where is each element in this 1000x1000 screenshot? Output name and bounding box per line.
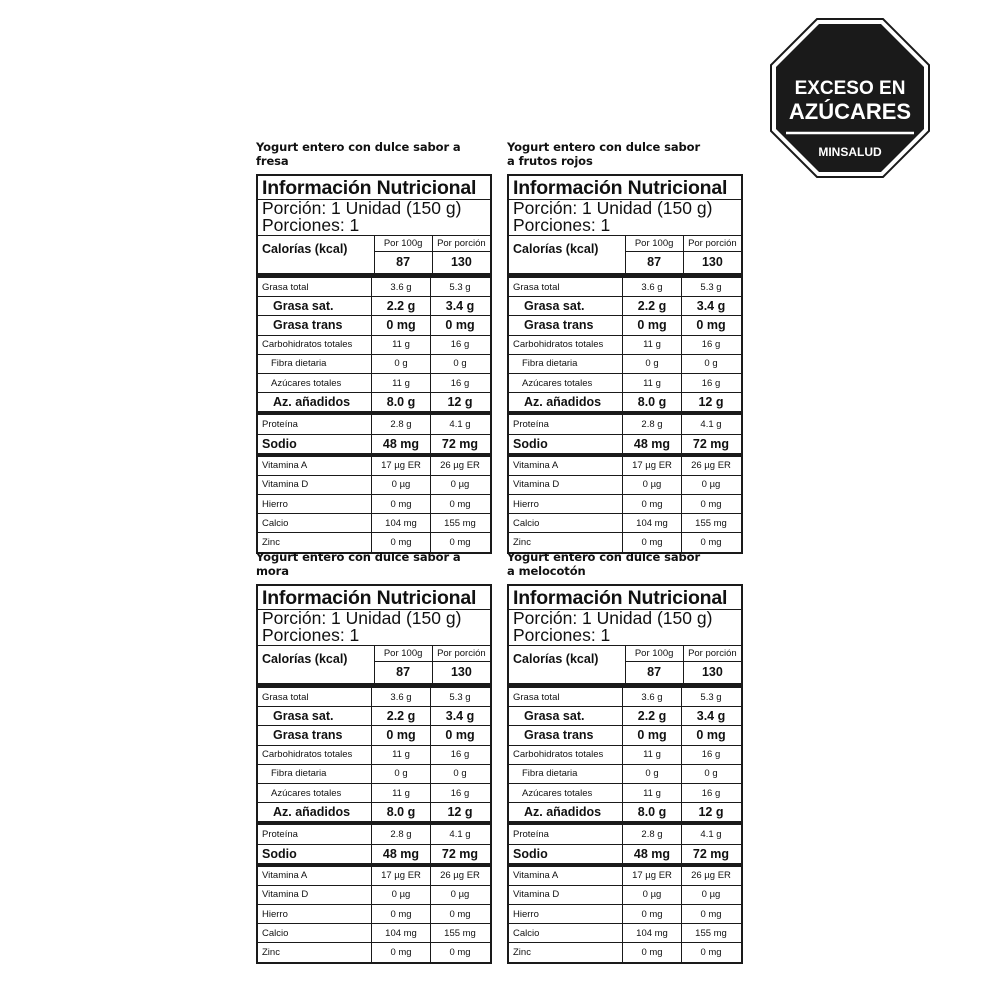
value-per-portion: 12 g [681, 393, 740, 411]
nutrient-row [258, 514, 490, 533]
nutrient-row [509, 867, 741, 886]
value-per-100g: 2.8 g [622, 825, 681, 843]
nutrient-row [509, 905, 741, 924]
value-per-portion: 72 mg [430, 435, 489, 453]
value-per-100g: 8.0 g [622, 803, 681, 821]
per-100g-column [374, 236, 432, 273]
value-per-portion: 16 g [430, 374, 489, 392]
nutrient-name: Proteína [513, 828, 549, 840]
nutrient-name: Zinc [262, 947, 280, 959]
serving-size: Porción: 1 Unidad (150 g) [258, 199, 490, 217]
product-title [507, 140, 743, 170]
nutrient-row [258, 533, 490, 551]
nutrient-row [509, 803, 741, 825]
value-per-100g: 11 g [371, 746, 430, 764]
nutrient-name: Zinc [262, 537, 280, 549]
nutrient-row [258, 867, 490, 886]
nutrient-name: Hierro [262, 498, 288, 510]
value-per-portion: 12 g [430, 393, 489, 411]
value-per-portion: 155 mg [430, 924, 489, 942]
nutrient-name: Grasa sat. [273, 299, 334, 314]
nutrient-name: Grasa total [513, 691, 560, 703]
value-per-portion: 72 mg [430, 845, 489, 863]
value-per-100g: 0 mg [622, 533, 681, 551]
per-100g-header: Por 100g [375, 236, 432, 252]
nutrient-name: Vitamina D [262, 889, 309, 901]
per-portion-header: Por porción [433, 236, 490, 252]
servings-per-container: Porciones: 1 [513, 625, 611, 645]
nutrient-row [509, 297, 741, 316]
value-per-portion: 16 g [681, 336, 740, 354]
nutrient-name: Hierro [513, 908, 539, 920]
nutrient-name: Vitamina A [262, 460, 308, 472]
calories-label: Calorías (kcal) [262, 242, 348, 256]
value-per-100g: 17 µg ER [622, 457, 681, 475]
nutrient-name: Azúcares totales [271, 787, 342, 799]
per-100g-column [625, 236, 683, 273]
per-100g-header: Por 100g [375, 646, 432, 662]
nutrient-row [258, 297, 490, 316]
value-per-portion: 0 µg [681, 886, 740, 904]
nutrient-name: Sodio [513, 846, 548, 861]
nutrient-name: Zinc [513, 947, 531, 959]
value-per-100g: 3.6 g [371, 278, 430, 296]
nutrient-row [258, 476, 490, 495]
value-per-portion: 0 mg [681, 316, 740, 334]
value-per-portion: 4.1 g [681, 415, 740, 433]
value-per-100g: 0 g [622, 765, 681, 783]
nutrient-row [258, 803, 490, 825]
nutrient-name: Fibra dietaria [522, 768, 578, 780]
nutrient-row [258, 905, 490, 924]
per-portion-header: Por porción [433, 646, 490, 662]
value-per-portion: 4.1 g [681, 825, 740, 843]
value-per-100g: 2.2 g [622, 297, 681, 315]
nutrient-name: Vitamina D [262, 479, 309, 491]
nutrient-row [509, 746, 741, 765]
nutrient-name: Grasa trans [524, 318, 594, 333]
value-per-portion: 12 g [681, 803, 740, 821]
value-per-portion: 16 g [430, 784, 489, 802]
nutrient-name: Calcio [262, 927, 289, 939]
product-title [256, 140, 492, 170]
value-per-portion: 16 g [430, 336, 489, 354]
nutrient-row [509, 457, 741, 476]
nutrient-row [509, 278, 741, 297]
nutrient-row [258, 457, 490, 476]
nutrient-row [258, 393, 490, 415]
value-per-100g: 0 mg [622, 726, 681, 744]
panel-header [258, 176, 490, 236]
nutrient-row [509, 495, 741, 514]
nutrient-name: Calcio [513, 517, 540, 529]
value-per-100g: 11 g [622, 336, 681, 354]
per-100g-header: Por 100g [626, 646, 683, 662]
value-per-portion: 26 µg ER [430, 457, 489, 475]
value-per-portion: 0 g [430, 355, 489, 373]
nutrient-name: Calcio [262, 517, 289, 529]
value-per-portion: 16 g [681, 784, 740, 802]
calories-per-portion: 130 [701, 665, 723, 679]
nutrient-name: Grasa trans [273, 728, 343, 743]
seal-authority: MINSALUD [818, 145, 882, 159]
value-per-portion: 3.4 g [430, 297, 489, 315]
value-per-100g: 2.8 g [622, 415, 681, 433]
nutrient-row [509, 765, 741, 784]
value-per-100g: 8.0 g [622, 393, 681, 411]
value-per-portion: 0 g [430, 765, 489, 783]
nutrient-row [509, 845, 741, 867]
nutrient-rows [509, 688, 741, 962]
nutrient-row [258, 845, 490, 867]
value-per-100g: 104 mg [371, 924, 430, 942]
value-per-100g: 104 mg [622, 924, 681, 942]
value-per-100g: 3.6 g [371, 688, 430, 706]
per-portion-column [432, 236, 490, 273]
product-title [507, 550, 743, 580]
nutrient-rows [258, 278, 490, 552]
value-per-100g: 3.6 g [622, 278, 681, 296]
value-per-portion: 4.1 g [430, 825, 489, 843]
value-per-100g: 2.8 g [371, 825, 430, 843]
value-per-portion: 3.4 g [681, 297, 740, 315]
product-block-1 [256, 140, 492, 549]
product-block-2 [507, 140, 743, 549]
nutrient-rows [509, 278, 741, 552]
calories-label: Calorías (kcal) [262, 652, 348, 666]
value-per-100g: 0 mg [371, 533, 430, 551]
product-title-line-2: a frutos rojos [507, 154, 593, 168]
nutrient-row [509, 943, 741, 961]
nutrient-name: Az. añadidos [273, 395, 351, 410]
value-per-portion: 0 mg [681, 495, 740, 513]
product-title-line-2: a melocotón [507, 564, 586, 578]
value-per-portion: 155 mg [681, 924, 740, 942]
nutrient-name: Az. añadidos [524, 395, 602, 410]
nutrient-name: Proteína [513, 418, 549, 430]
nutrient-row [509, 435, 741, 457]
nutrient-name: Sodio [513, 436, 548, 451]
calories-per-100g: 87 [396, 665, 411, 679]
product-title-line-1: Yogurt entero con dulce sabor [507, 140, 701, 154]
nutrient-name: Vitamina A [262, 870, 308, 882]
calories-row [258, 236, 490, 278]
nutrient-row [509, 726, 741, 745]
value-per-100g: 48 mg [622, 845, 681, 863]
product-title-line-1: Yogurt entero con dulce sabor a fresa [256, 140, 461, 168]
nutrient-row [258, 784, 490, 803]
value-per-100g: 11 g [622, 374, 681, 392]
nutrient-row [258, 707, 490, 726]
nutrient-name: Vitamina D [513, 479, 560, 491]
value-per-100g: 0 µg [622, 476, 681, 494]
value-per-100g: 48 mg [371, 845, 430, 863]
value-per-portion: 3.4 g [681, 707, 740, 725]
calories-label: Calorías (kcal) [513, 652, 599, 666]
nutrient-name: Vitamina A [513, 870, 559, 882]
value-per-portion: 0 mg [681, 905, 740, 923]
calories-per-portion: 130 [450, 665, 472, 679]
value-per-100g: 0 mg [371, 905, 430, 923]
value-per-portion: 5.3 g [430, 278, 489, 296]
value-per-portion: 0 µg [430, 476, 489, 494]
per-portion-header: Por porción [684, 646, 741, 662]
value-per-portion: 0 g [681, 355, 740, 373]
nutrient-name: Proteína [262, 828, 298, 840]
value-per-100g: 48 mg [371, 435, 430, 453]
calories-row [258, 646, 490, 688]
nutrient-name: Carbohidratos totales [513, 339, 604, 351]
nutrient-row [509, 374, 741, 393]
nutrient-row [509, 924, 741, 943]
nutrient-name: Grasa sat. [524, 709, 585, 724]
panel-title: Información Nutricional [262, 587, 477, 609]
per-portion-header: Por porción [684, 236, 741, 252]
nutrient-name: Vitamina A [513, 460, 559, 472]
panel-title: Información Nutricional [513, 587, 728, 609]
nutrient-name: Azúcares totales [271, 377, 342, 389]
panel-header [509, 176, 741, 236]
nutrient-name: Carbohidratos totales [262, 749, 353, 761]
nutrient-row [258, 746, 490, 765]
value-per-100g: 0 mg [371, 726, 430, 744]
nutrient-row [258, 825, 490, 844]
servings-per-container: Porciones: 1 [262, 625, 360, 645]
seal-line-2: AZÚCARES [788, 99, 912, 124]
value-per-portion: 72 mg [681, 435, 740, 453]
nutrient-name: Proteína [262, 418, 298, 430]
nutrient-row [509, 415, 741, 434]
value-per-100g: 104 mg [371, 514, 430, 532]
product-title [256, 550, 492, 580]
value-per-portion: 5.3 g [681, 688, 740, 706]
value-per-portion: 0 mg [430, 943, 489, 961]
octagon-seal-icon [770, 18, 930, 178]
nutrient-name: Fibra dietaria [271, 358, 327, 370]
value-per-100g: 0 g [371, 355, 430, 373]
per-portion-column [683, 236, 741, 273]
per-100g-column [625, 646, 683, 683]
nutrition-facts-panel [507, 584, 743, 964]
value-per-portion: 5.3 g [430, 688, 489, 706]
value-per-100g: 0 mg [622, 905, 681, 923]
panel-header [509, 586, 741, 646]
nutrient-name: Sodio [262, 846, 297, 861]
product-block-4 [507, 550, 743, 959]
value-per-portion: 0 mg [681, 726, 740, 744]
value-per-100g: 8.0 g [371, 393, 430, 411]
nutrient-name: Hierro [513, 498, 539, 510]
value-per-portion: 16 g [681, 374, 740, 392]
nutrient-name: Grasa sat. [524, 299, 585, 314]
nutrient-row [509, 316, 741, 335]
value-per-100g: 2.2 g [622, 707, 681, 725]
value-per-portion: 0 mg [430, 905, 489, 923]
value-per-portion: 0 mg [430, 495, 489, 513]
nutrient-row [258, 278, 490, 297]
servings-per-container: Porciones: 1 [262, 215, 360, 235]
product-block-3 [256, 550, 492, 959]
servings-per-container: Porciones: 1 [513, 215, 611, 235]
value-per-100g: 48 mg [622, 435, 681, 453]
nutrient-name: Az. añadidos [524, 805, 602, 820]
value-per-portion: 0 mg [430, 533, 489, 551]
nutrient-name: Grasa total [262, 281, 309, 293]
value-per-100g: 11 g [371, 784, 430, 802]
serving-size: Porción: 1 Unidad (150 g) [509, 609, 741, 627]
panel-title: Información Nutricional [513, 177, 728, 199]
per-100g-header: Por 100g [626, 236, 683, 252]
value-per-portion: 155 mg [681, 514, 740, 532]
value-per-100g: 2.2 g [371, 707, 430, 725]
value-per-100g: 17 µg ER [371, 457, 430, 475]
value-per-100g: 2.2 g [371, 297, 430, 315]
nutrient-row [258, 355, 490, 374]
value-per-portion: 26 µg ER [430, 867, 489, 885]
value-per-100g: 17 µg ER [622, 867, 681, 885]
value-per-portion: 4.1 g [430, 415, 489, 433]
nutrient-row [258, 374, 490, 393]
nutrient-row [509, 355, 741, 374]
nutrient-row [509, 825, 741, 844]
nutrient-name: Fibra dietaria [271, 768, 327, 780]
nutrient-row [258, 726, 490, 745]
nutrient-row [258, 886, 490, 905]
nutrient-row [509, 688, 741, 707]
nutrient-name: Grasa total [262, 691, 309, 703]
value-per-portion: 0 µg [681, 476, 740, 494]
nutrition-facts-panel [256, 584, 492, 964]
value-per-100g: 0 g [371, 765, 430, 783]
nutrient-name: Carbohidratos totales [513, 749, 604, 761]
value-per-100g: 3.6 g [622, 688, 681, 706]
value-per-100g: 0 µg [371, 476, 430, 494]
value-per-100g: 0 µg [371, 886, 430, 904]
value-per-portion: 26 µg ER [681, 867, 740, 885]
product-title-line-1: Yogurt entero con dulce sabor [507, 550, 701, 564]
calories-label: Calorías (kcal) [513, 242, 599, 256]
calories-per-100g: 87 [396, 255, 411, 269]
nutrient-row [509, 336, 741, 355]
calories-row [509, 236, 741, 278]
nutrient-row [509, 886, 741, 905]
nutrient-row [258, 943, 490, 961]
nutrient-row [509, 514, 741, 533]
nutrition-facts-panel [507, 174, 743, 554]
serving-size: Porción: 1 Unidad (150 g) [258, 609, 490, 627]
excess-sugar-warning-seal [770, 18, 930, 178]
nutrient-row [258, 495, 490, 514]
nutrient-row [509, 784, 741, 803]
value-per-portion: 0 g [681, 765, 740, 783]
value-per-portion: 0 mg [681, 943, 740, 961]
per-portion-column [432, 646, 490, 683]
nutrient-rows [258, 688, 490, 962]
calories-per-portion: 130 [701, 255, 723, 269]
value-per-100g: 104 mg [622, 514, 681, 532]
value-per-100g: 2.8 g [371, 415, 430, 433]
nutrient-name: Fibra dietaria [522, 358, 578, 370]
nutrient-row [509, 393, 741, 415]
value-per-100g: 11 g [622, 784, 681, 802]
value-per-portion: 0 mg [681, 533, 740, 551]
value-per-portion: 12 g [430, 803, 489, 821]
value-per-100g: 0 mg [371, 495, 430, 513]
value-per-portion: 155 mg [430, 514, 489, 532]
value-per-100g: 11 g [371, 336, 430, 354]
nutrient-name: Grasa sat. [273, 709, 334, 724]
panel-title: Información Nutricional [262, 177, 477, 199]
product-title-line-1: Yogurt entero con dulce sabor a mora [256, 550, 461, 578]
value-per-100g: 0 mg [622, 495, 681, 513]
nutrient-name: Az. añadidos [273, 805, 351, 820]
seal-line-1: EXCESO EN [794, 78, 906, 99]
value-per-100g: 11 g [371, 374, 430, 392]
nutrient-name: Calcio [513, 927, 540, 939]
calories-per-100g: 87 [647, 255, 662, 269]
nutrient-name: Grasa trans [524, 728, 594, 743]
nutrient-row [258, 336, 490, 355]
nutrient-name: Sodio [262, 436, 297, 451]
nutrient-row [258, 415, 490, 434]
calories-per-portion: 130 [450, 255, 472, 269]
value-per-100g: 11 g [622, 746, 681, 764]
nutrient-row [258, 924, 490, 943]
value-per-portion: 3.4 g [430, 707, 489, 725]
nutrient-row [509, 476, 741, 495]
nutrition-facts-panel [256, 174, 492, 554]
nutrient-row [509, 533, 741, 551]
value-per-portion: 26 µg ER [681, 457, 740, 475]
calories-per-100g: 87 [647, 665, 662, 679]
value-per-100g: 0 µg [622, 886, 681, 904]
nutrient-name: Azúcares totales [522, 377, 593, 389]
per-portion-column [683, 646, 741, 683]
value-per-portion: 72 mg [681, 845, 740, 863]
value-per-portion: 0 mg [430, 316, 489, 334]
nutrient-row [258, 316, 490, 335]
value-per-100g: 0 mg [371, 943, 430, 961]
nutrient-name: Carbohidratos totales [262, 339, 353, 351]
value-per-portion: 0 mg [430, 726, 489, 744]
value-per-100g: 17 µg ER [371, 867, 430, 885]
per-100g-column [374, 646, 432, 683]
nutrient-name: Azúcares totales [522, 787, 593, 799]
value-per-portion: 16 g [681, 746, 740, 764]
nutrient-name: Grasa trans [273, 318, 343, 333]
nutrient-name: Zinc [513, 537, 531, 549]
value-per-100g: 0 mg [622, 943, 681, 961]
calories-row [509, 646, 741, 688]
value-per-100g: 8.0 g [371, 803, 430, 821]
panel-header [258, 586, 490, 646]
serving-size: Porción: 1 Unidad (150 g) [509, 199, 741, 217]
nutrient-name: Grasa total [513, 281, 560, 293]
value-per-100g: 0 mg [622, 316, 681, 334]
value-per-100g: 0 g [622, 355, 681, 373]
nutrient-name: Hierro [262, 908, 288, 920]
nutrient-name: Vitamina D [513, 889, 560, 901]
nutrient-row [258, 688, 490, 707]
nutrient-row [509, 707, 741, 726]
value-per-portion: 0 µg [430, 886, 489, 904]
nutrient-row [258, 765, 490, 784]
value-per-portion: 5.3 g [681, 278, 740, 296]
value-per-portion: 16 g [430, 746, 489, 764]
nutrient-row [258, 435, 490, 457]
value-per-100g: 0 mg [371, 316, 430, 334]
